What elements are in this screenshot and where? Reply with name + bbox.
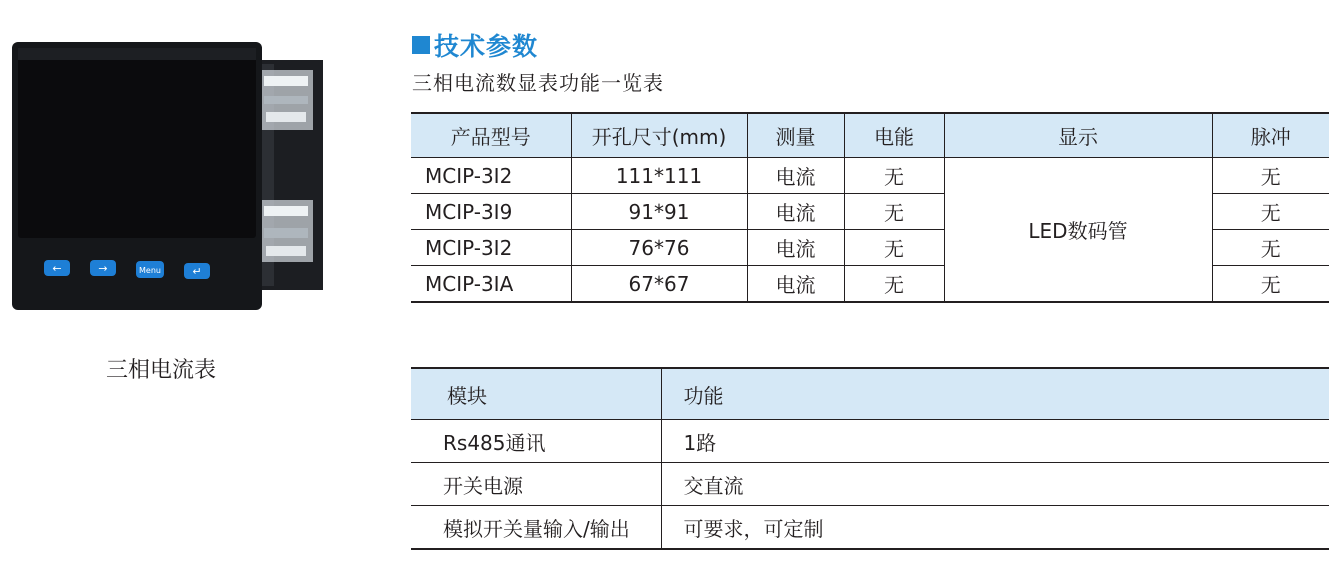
col-header-display: 显示 xyxy=(944,113,1212,158)
cell-display-merged: LED数码管 xyxy=(944,158,1212,303)
cell-cutout: 76*76 xyxy=(571,230,747,266)
cell-model: MCIP-3IA xyxy=(411,266,571,303)
module-table xyxy=(411,367,1329,550)
cell-model: MCIP-3I9 xyxy=(411,194,571,230)
cell-measure: 电流 xyxy=(747,266,844,303)
section-title: 技术参数 xyxy=(434,32,539,61)
cell-measure: 电流 xyxy=(747,230,844,266)
right-arrow-button xyxy=(90,260,116,276)
spec-table-header xyxy=(411,113,1329,158)
cell-function: 可要求，可定制 xyxy=(661,506,1329,550)
table-row xyxy=(411,158,1329,194)
cell-model: MCIP-3I2 xyxy=(411,158,571,194)
mounting-clip-top xyxy=(258,70,313,130)
cell-energy: 无 xyxy=(844,266,944,303)
col-header-cutout: 开孔尺寸(mm) xyxy=(571,113,747,158)
cell-pulse: 无 xyxy=(1212,230,1329,266)
menu-button xyxy=(136,261,164,278)
mounting-clip-bottom xyxy=(258,200,313,262)
product-caption: 三相电流表 xyxy=(106,358,217,383)
cell-model: MCIP-3I2 xyxy=(411,230,571,266)
left-arrow-button xyxy=(44,260,70,276)
col-header-function: 功能 xyxy=(661,368,1329,420)
col-header-model: 产品型号 xyxy=(411,113,571,158)
cell-energy: 无 xyxy=(844,230,944,266)
cell-pulse: 无 xyxy=(1212,266,1329,303)
table-row xyxy=(411,463,1329,506)
cell-function: 交直流 xyxy=(661,463,1329,506)
cell-cutout: 67*67 xyxy=(571,266,747,303)
cell-pulse: 无 xyxy=(1212,194,1329,230)
cell-measure: 电流 xyxy=(747,158,844,194)
svg-text:↵: ↵ xyxy=(192,265,202,278)
col-header-energy: 电能 xyxy=(844,113,944,158)
table-subtitle: 三相电流数显表功能一览表 xyxy=(412,71,664,95)
cell-measure: 电流 xyxy=(747,194,844,230)
menu-button-label: Menu xyxy=(139,266,161,275)
cell-cutout: 111*111 xyxy=(571,158,747,194)
section-heading xyxy=(412,30,538,60)
cell-cutout: 91*91 xyxy=(571,194,747,230)
svg-text:←: ← xyxy=(52,262,62,275)
cell-energy: 无 xyxy=(844,194,944,230)
col-header-measure: 测量 xyxy=(747,113,844,158)
svg-text:→: → xyxy=(98,262,108,275)
square-bullet-icon xyxy=(412,36,430,54)
module-table-header xyxy=(411,368,1329,420)
col-header-module: 模块 xyxy=(411,368,661,420)
device-display xyxy=(18,48,256,238)
cell-energy: 无 xyxy=(844,158,944,194)
table-row xyxy=(411,506,1329,550)
spec-table xyxy=(411,112,1329,303)
cell-module: 开关电源 xyxy=(411,463,661,506)
cell-module: Rs485通讯 xyxy=(411,420,661,463)
product-image xyxy=(0,0,340,400)
table-row xyxy=(411,420,1329,463)
enter-button xyxy=(184,263,210,279)
cell-module: 模拟开关量输入/输出 xyxy=(411,506,661,550)
col-header-pulse: 脉冲 xyxy=(1212,113,1329,158)
cell-function: 1路 xyxy=(661,420,1329,463)
cell-pulse: 无 xyxy=(1212,158,1329,194)
